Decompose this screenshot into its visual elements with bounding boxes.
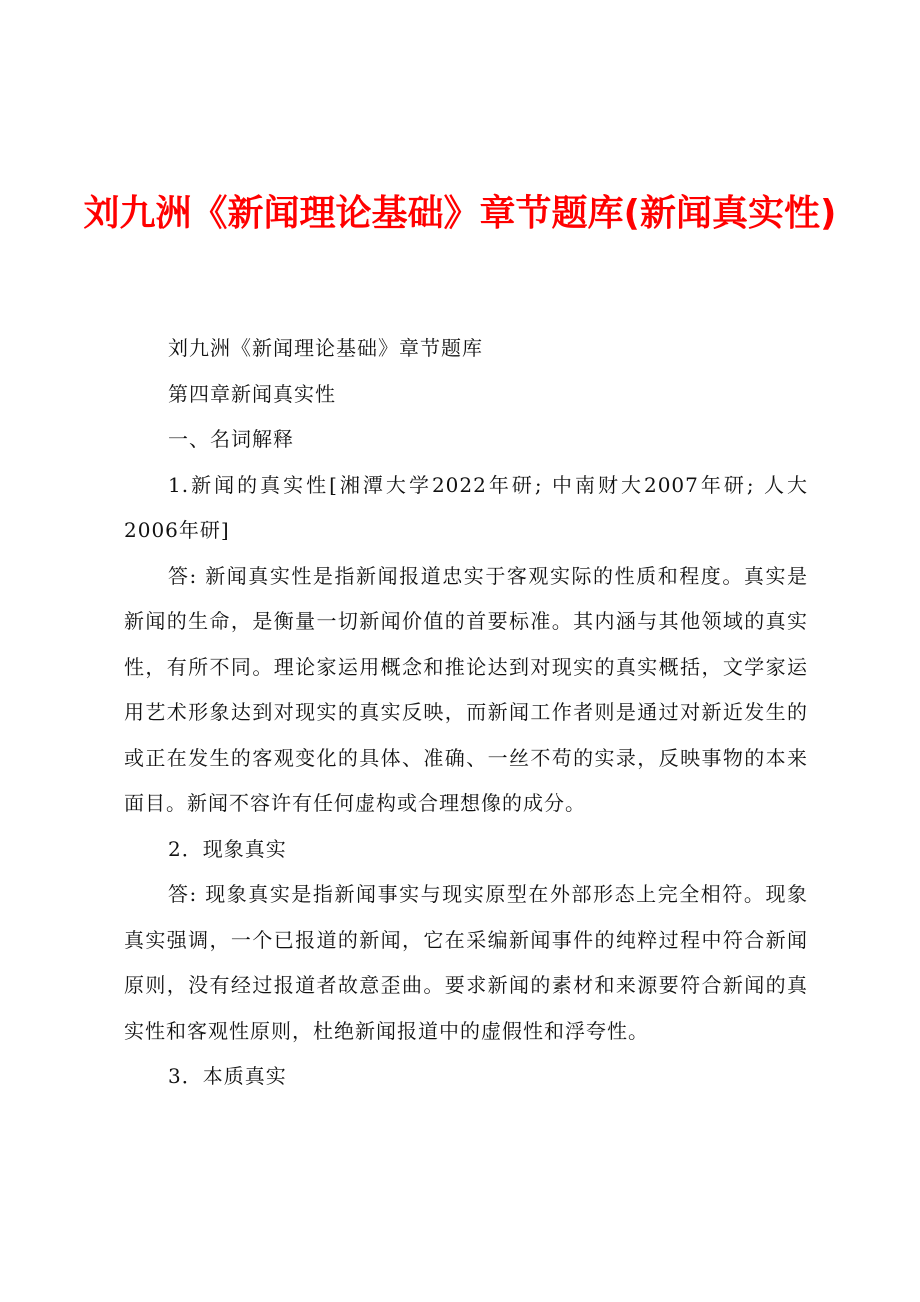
chapter-heading: 第四章新闻真实性 [168, 381, 336, 406]
question-2-answer: 答: 现象真实是指新闻事实与现实原型在外部形态上完全相符。现象真实强调，一个已报道的新闻，它在采编新闻事件的纯粹过程中符合新闻原则，没有经过报道者故意歪曲。要求新闻的素材和来源要符合新闻的真实性和客观性原则，杜绝新闻报道中的虚假性和浮夸性。 [124, 882, 808, 1043]
document-body [124, 326, 808, 1100]
question-3-title: 3．本质真实 [168, 1064, 287, 1088]
question-2-title: 2．现象真实 [168, 836, 287, 861]
question-1-answer: 答: 新闻真实性是指新闻报道忠实于客观实际的性质和程度。真实是新闻的生命，是衡量一切新闻价值的首要标准。其内涵与其他领域的真实性，有所不同。理论家运用概念和推论达到对现实的真实概括，文学家运用艺术形象达到对现实的真实反映，而新闻工作者则是通过对新近发生的或正在发生的客观变化的具体、准确、一丝不苟的实录，反映事物的本来面目。新闻不容许有任何虚构或合理想像的成分。 [124, 563, 808, 815]
book-heading: 刘九洲《新闻理论基础》章节题库 [168, 336, 483, 360]
section-heading: 一、名词解释 [168, 427, 294, 451]
document-title: 刘九洲《新闻理论基础》章节题库(新闻真实性) [83, 193, 837, 234]
question-1-title: 1.新闻的真实性[湘潭大学2022年研; 中南财大2007年研; 人大2006年研] [124, 472, 808, 542]
